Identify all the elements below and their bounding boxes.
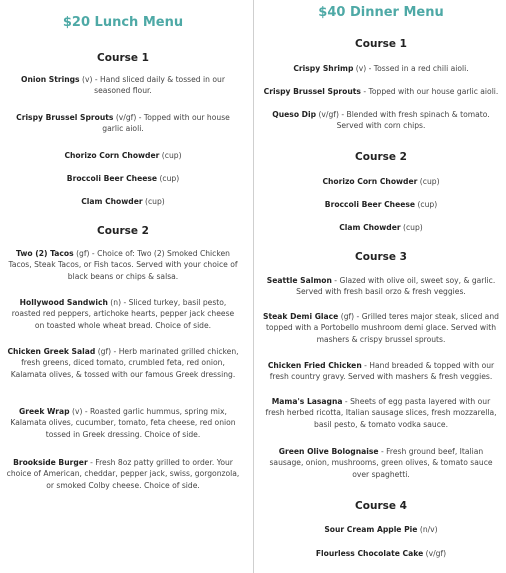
item-desc: (cup)	[159, 151, 182, 160]
dinner-course-4-heading: Course 4	[355, 500, 407, 512]
column-divider	[253, 0, 254, 573]
item-name: Chicken Fried Chicken	[267, 361, 362, 370]
item-name: Crispy Brussel Sprouts	[263, 87, 361, 96]
item-name: Green Olive Bolognaise	[278, 447, 379, 456]
item-desc: (v) - Hand sliced daily & tossed in our seasoned flour.	[79, 75, 225, 96]
item-desc: (cup)	[417, 177, 440, 186]
dinner-menu-title: $40 Dinner Menu	[318, 5, 444, 20]
item-desc: (cup)	[142, 197, 165, 206]
item-name: Onion Strings	[21, 75, 80, 84]
item-desc: - Fresh 8oz patty grilled to order. Your choice of American, cheddar, pepper jack, swiss, gorgonzola, or smoked Colby cheese. Choice of side.	[6, 458, 240, 490]
item-desc: - Hand breaded & topped with our fresh country gravy. Served with mashers & fresh veggies.	[269, 361, 495, 382]
menu-item	[262, 199, 500, 210]
item-name: Hollywood Sandwich	[19, 298, 108, 307]
menu-item	[6, 346, 240, 380]
item-desc: (cup)	[157, 174, 180, 183]
item-name: Chicken Greek Salad	[7, 347, 96, 356]
menu-item	[6, 457, 240, 491]
item-desc: (v/gf)	[423, 549, 447, 558]
menu-item	[262, 109, 500, 132]
menu-item	[262, 176, 500, 187]
item-desc: (cup)	[415, 200, 438, 209]
menu-item	[262, 396, 500, 430]
item-desc: - Glazed with olive oil, sweet soy, & garlic. Served with fresh basil orzo & fresh veggies.	[296, 276, 496, 297]
item-desc: - Topped with our house garlic aioli.	[360, 87, 499, 96]
item-desc: (n) - Sliced turkey, basil pesto, roasted red peppers, artichoke hearts, pepper jack cheese on toasted whole wheat bread. Choice of side.	[11, 298, 235, 330]
dinner-course-1-heading: Course 1	[355, 38, 407, 50]
item-desc: - Sheets of egg pasta layered with our fresh herbed ricotta, Italian sausage slices, fresh mozzarella, basil pesto, & tomato vodka sauce.	[265, 397, 497, 429]
item-desc: (v/gf) - Topped with our house garlic aioli.	[102, 113, 230, 134]
item-name: Broccoli Beer Cheese	[66, 174, 158, 183]
menu-item	[6, 248, 240, 282]
item-name: Broccoli Beer Cheese	[324, 200, 416, 209]
item-name: Steak Demi Glace	[263, 312, 339, 321]
item-desc: (v/gf) - Blended with fresh spinach & tomato. Served with corn chips.	[316, 110, 490, 131]
item-desc: (gf) - Choice of: Two (2) Smoked Chicken Tacos, Steak Tacos, or Fish tacos. Served with your choice of black beans or chips & salsa.	[8, 249, 238, 281]
item-desc: (gf) - Grilled teres major steak, sliced and topped with a Portobello mushroom demi glace. Served with mashers & crispy brussel sprouts.	[265, 312, 499, 344]
menu-item	[6, 74, 240, 97]
item-desc: (n/v)	[417, 525, 438, 534]
item-desc: - Fresh ground beef, Italian sausage, onion, mushrooms, green olives, & tomato sauce over spaghetti.	[269, 447, 493, 479]
item-name: Mama's Lasagna	[271, 397, 343, 406]
menu-item	[6, 112, 240, 135]
item-name: Chorizo Corn Chowder	[322, 177, 418, 186]
item-name: Seattle Salmon	[266, 276, 332, 285]
lunch-course-1-heading: Course 1	[97, 52, 149, 64]
menu-item	[262, 86, 500, 97]
menu-item	[6, 406, 240, 440]
item-name: Sour Cream Apple Pie	[324, 525, 418, 534]
menu-item	[262, 524, 500, 535]
item-name: Greek Wrap	[19, 407, 70, 416]
item-name: Brookside Burger	[13, 458, 88, 467]
menu-item	[262, 311, 500, 345]
item-name: Queso Dip	[272, 110, 317, 119]
item-name: Two (2) Tacos	[16, 249, 74, 258]
menu-item	[262, 360, 500, 383]
item-name: Crispy Brussel Sprouts	[16, 113, 114, 122]
dinner-course-3-heading: Course 3	[355, 251, 407, 263]
item-desc: (v) - Tossed in a red chili aioli.	[353, 64, 469, 73]
menu-item	[262, 275, 500, 298]
item-name: Clam Chowder	[81, 197, 143, 206]
menu-item	[6, 150, 240, 161]
item-desc: (v) - Roasted garlic hummus, spring mix, Kalamata olives, cucumber, tomato, feta cheese, red onion tossed in Greek dressing. Choice of side.	[10, 407, 236, 439]
menu-item	[6, 196, 240, 207]
item-desc: (cup)	[400, 223, 423, 232]
dinner-course-2-heading: Course 2	[355, 151, 407, 163]
menu-item	[262, 63, 500, 74]
lunch-menu-title: $20 Lunch Menu	[62, 15, 184, 30]
item-desc: (gf) - Herb marinated grilled chicken, fresh greens, diced tomato, crumbled feta, red onion, Kalamata olives, & tossed with our famous Greek dressing.	[10, 347, 239, 379]
menu-item	[262, 548, 500, 559]
menu-item	[6, 297, 240, 331]
menu-item	[6, 173, 240, 184]
menu-item	[262, 446, 500, 480]
item-name: Clam Chowder	[339, 223, 401, 232]
item-name: Crispy Shrimp	[293, 64, 354, 73]
menu-item	[262, 222, 500, 233]
item-name: Flourless Chocolate Cake	[315, 549, 424, 558]
lunch-course-2-heading: Course 2	[97, 225, 149, 237]
item-name: Chorizo Corn Chowder	[64, 151, 160, 160]
